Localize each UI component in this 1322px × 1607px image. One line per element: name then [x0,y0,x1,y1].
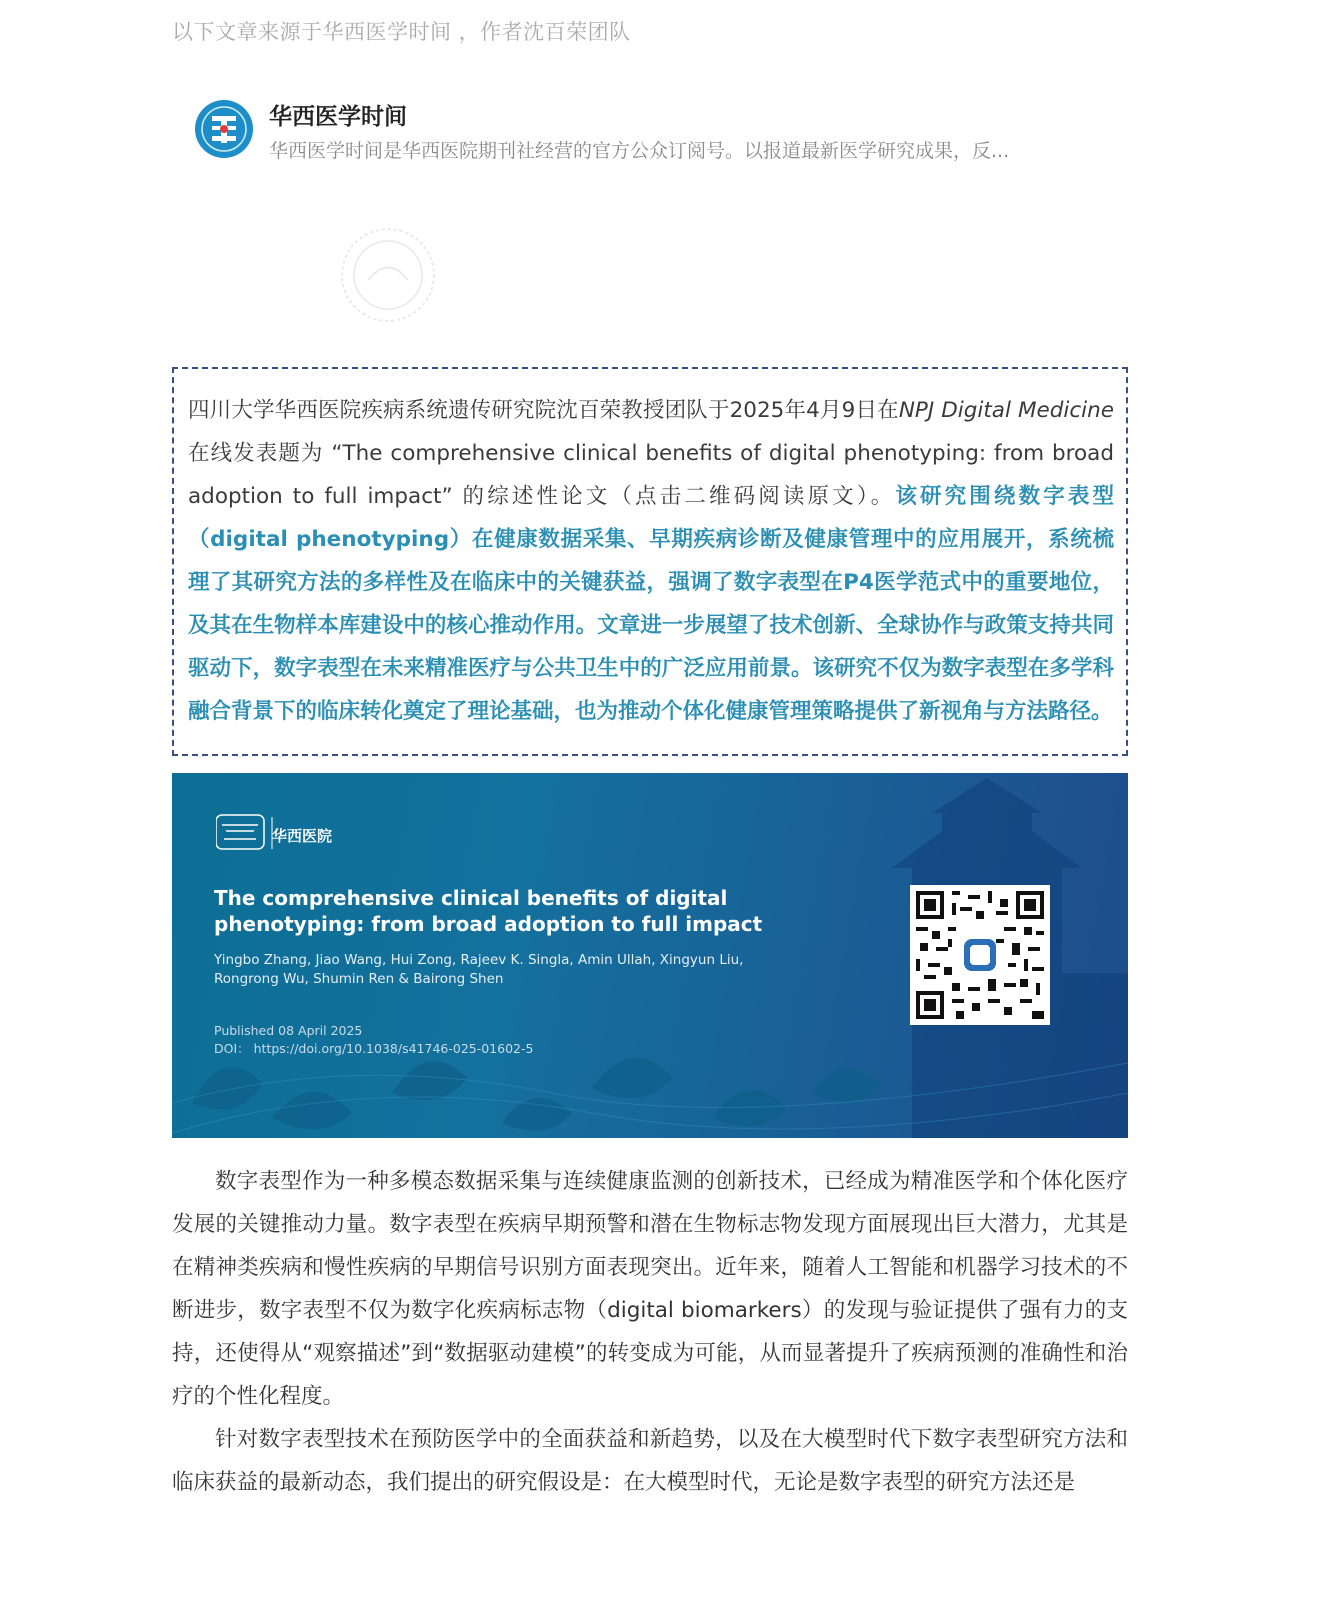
seal-watermark-icon [338,225,438,325]
paper-banner[interactable] [172,773,1128,1138]
qr-code-icon[interactable] [910,885,1050,1025]
paper-authors: Yingbo Zhang, Jiao Wang, Hui Zong, Rajeev K. Singla, Amin Ullah, Xingyun Liu, Rongrong Wu, Shumin Ren & Bairong Shen [214,952,744,987]
paper-doi[interactable]: DOI： https://doi.org/10.1038/s41746-025-01602-5 [214,1041,534,1056]
hospital-logo-text: 华西医院 [272,827,333,845]
account-card[interactable] [195,96,1095,166]
account-name: 华西医学时间 [269,104,407,130]
summary-box [172,367,1128,756]
summary-paragraph [188,389,1114,733]
summary-highlight: 该研究围绕数字表型（digital phenotyping）在健康数据采集、早期疾病诊断及健康管理中的应用展开，系统梳理了其研究方法的多样性及在临床中的关键获益，强调了数字表型在P4医学范式中的重要地位，及其在生物样本库建设中的核心推动作用。文章进一步展望了技术创新、全球协作与政策支持共同驱动下，数字表型在未来精准医疗与公共卫生中的广泛应用前景。该研究不仅为数字表型在多学科融合背景下的临床转化奠定了理论基础，也为推动个体化健康管理策略提供了新视角与方法路径。 [188,484,1114,724]
journal-name: NPJ Digital Medicine [898,398,1114,423]
source-note[interactable]: 以下文章来源于华西医学时间 ，作者沈百荣团队 [172,20,631,44]
summary-intro-cont: 在线发表题为 “The comprehensive clinical benefits of digital phenotyping: from broad adoption to full impact” 的综述性论文（点击二维码阅读原文）。 [188,441,1114,509]
account-description: 华西医学时间是华西医院期刊社经营的官方公众订阅号。以报道最新医学研究成果，反... [269,140,1010,162]
paper-title: The comprehensive clinical benefits of digital phenotyping: from broad adoption to full impact [214,886,763,936]
body-paragraph-2: 针对数字表型技术在预防医学中的全面获益和新趋势，以及在大模型时代下数字表型研究方法和临床获益的最新动态，我们提出的研究假设是：在大模型时代，无论是数字表型的研究方法还是 [172,1427,1128,1495]
paper-published-date: Published 08 April 2025 [214,1023,363,1038]
account-logo-icon [195,100,253,158]
summary-intro: 四川大学华西医院疾病系统遗传研究院沈百荣教授团队于2025年4月9日在 [188,398,899,423]
body-paragraph-1: 数字表型作为一种多模态数据采集与连续健康监测的创新技术，已经成为精准医学和个体化医疗发展的关键推动力量。数字表型在疾病早期预警和潜在生物标志物发现方面展现出巨大潜力，尤其是在精神类疾病和慢性疾病的早期信号识别方面表现突出。近年来，随着人工智能和机器学习技术的不断进步，数字表型不仅为数字化疾病标志物（digital biomarkers）的发现与验证提供了强有力的支持，还使得从“观察描述”到“数据驱动建模”的转变成为可能，从而显著提升了疾病预测的准确性和治疗的个性化程度。 [172,1169,1128,1409]
